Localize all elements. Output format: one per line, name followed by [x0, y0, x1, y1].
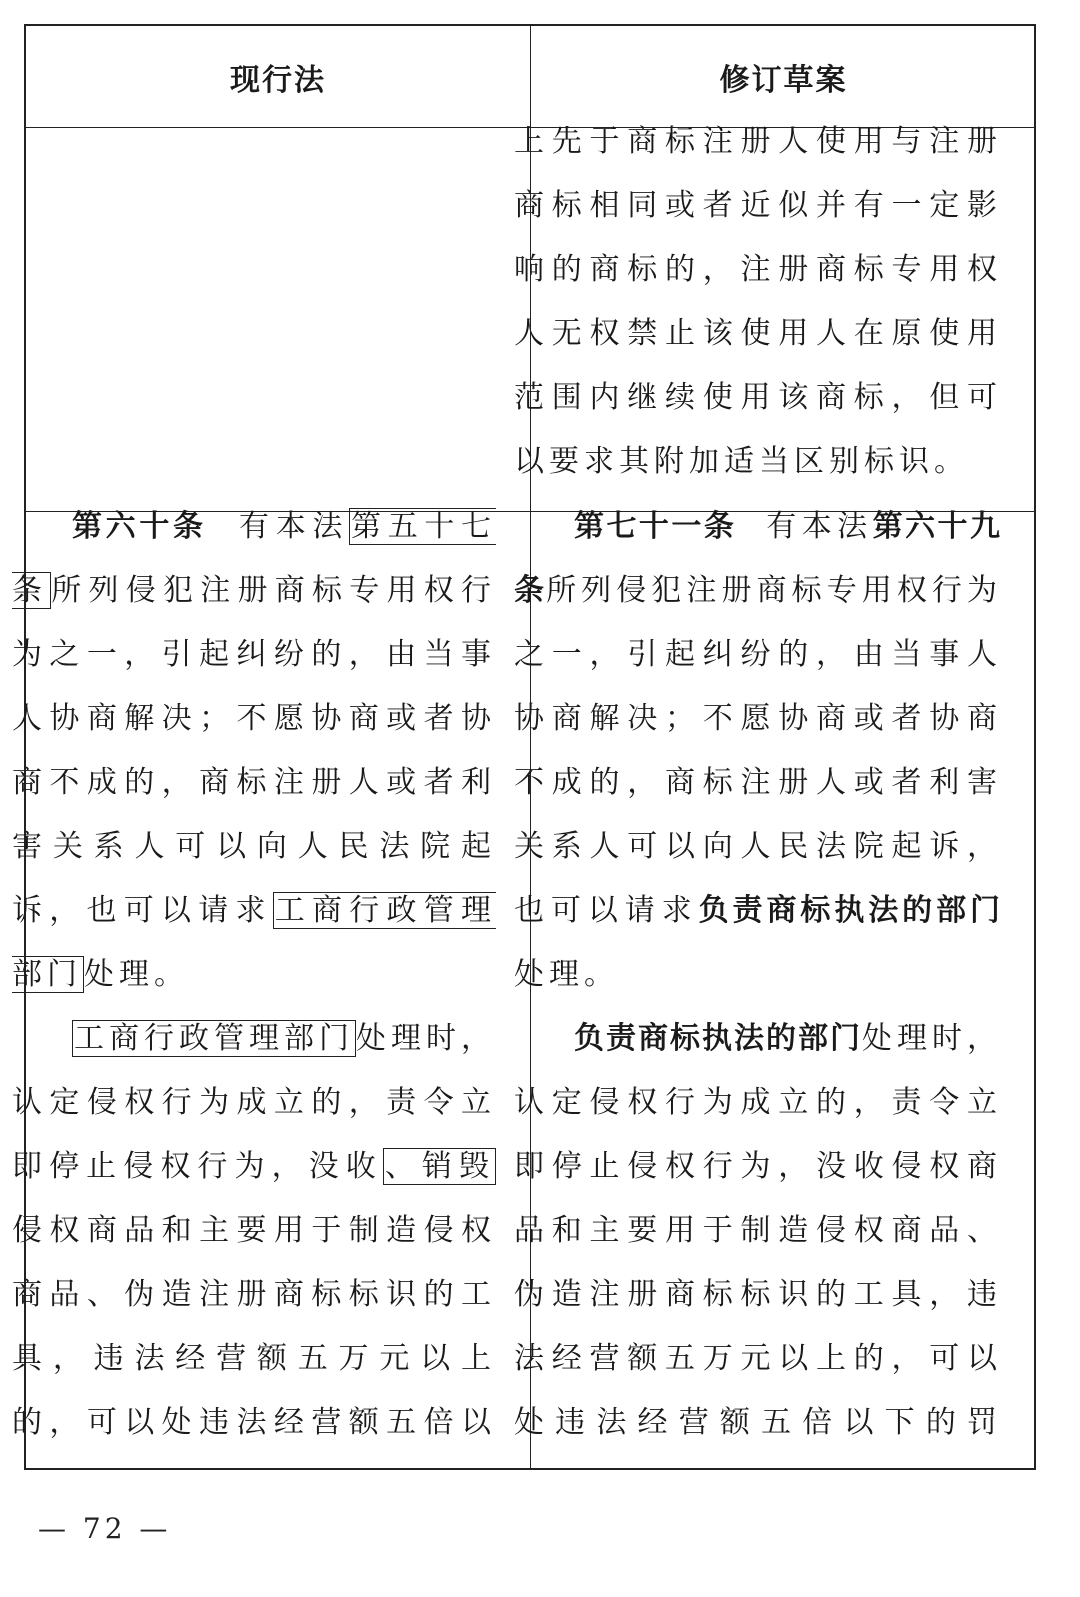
left-p1-text-b: 所列侵犯注册商标专用权行为之一，引起纠纷的，由当事人协商解决；不愿协商或者协商不成的，商标注册人或者利害关系人可以向人民法院起诉，也可以请求 [12, 573, 496, 928]
right-p2-bold-department: 负责商标执法的部门 [574, 1021, 862, 1056]
right-p1-text-c: 处理。 [514, 957, 619, 992]
right-article-paragraph-2 [514, 1007, 1002, 1441]
right-p2-text-a: 处理时，认定侵权行为成立的，责令立即停止侵权行为，没收侵权商品和主要用于制造侵权商品、伪造注册商标标识的工具，违法经营额五万元以上的，可以处违法经营额五倍以下的罚 [514, 1021, 1002, 1440]
row2-left-cell [12, 495, 496, 1441]
left-p1-boxed-department: 工商行政管理部门 [12, 893, 496, 992]
row1-right-body: 上先于商标注册人使用与注册商标相同或者近似并有一定影响的商标的，注册商标专用权人无权禁止该使用人在原使用范围内继续使用该商标，但可以要求其附加适当区别标识。 [514, 124, 1002, 479]
left-p2-text-a: 处理时，认定侵权行为成立的，责令立即停止侵权行为，没收 [12, 1021, 496, 1184]
right-article-paragraph-1 [514, 495, 1002, 1007]
left-p1-text-c: 处理。 [84, 957, 189, 992]
left-p2-text-b: 侵权商品和主要用于制造侵权商品、伪造注册商标标识的工具，违法经营额五万元以上的，可以处违法经营额五倍以 [12, 1213, 496, 1440]
right-p1-text-a: 有本法 [766, 509, 873, 544]
left-p2-boxed-destroy: 、销毁 [384, 1149, 495, 1184]
header-current-law: 现行法 [230, 62, 326, 98]
row2-right-cell [514, 495, 1002, 1441]
left-article-title: 第六十条 [72, 509, 207, 544]
left-p1-boxed-article-ref: 第五十七条 [12, 509, 496, 608]
right-p1-text-b: 所列侵犯注册商标专用权行为之一，引起纠纷的，由当事人协商解决；不愿协商或者协商不成的，商标注册人或者利害关系人可以向人民法院起诉，也可以请求 [514, 573, 1002, 928]
right-article-title: 第七十一条 [574, 509, 737, 544]
left-p1-text-a: 有本法 [239, 509, 350, 544]
right-p1-bold-department: 负责商标执法的部门 [698, 893, 1002, 928]
page-number: — 72 — [38, 1512, 172, 1545]
left-article-paragraph-2 [12, 1007, 496, 1441]
row1-right-text [514, 110, 1002, 480]
header-revised-draft: 修订草案 [719, 62, 848, 98]
left-article-paragraph-1 [12, 495, 496, 1007]
row1-right-cell [514, 110, 1002, 480]
left-p2-boxed-department: 工商行政管理部门 [74, 1021, 354, 1056]
right-p1-bold-article-ref: 第六十九条 [514, 509, 1002, 608]
